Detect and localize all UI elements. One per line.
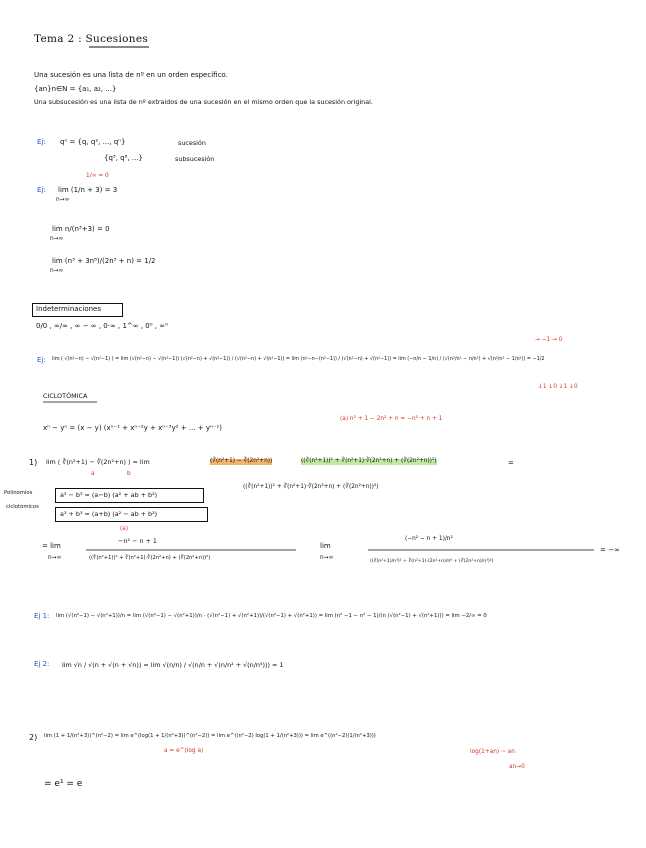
- intro-line-2: {an}n∈N = {a₁, a₂, ...}: [34, 85, 117, 93]
- exercise-1-start: lim ( ∛(n²+1) − ∛(2n²+n) ) = lim: [46, 458, 150, 466]
- intro-line-1: Una sucesión es una lista de nº en un orden específico.: [34, 71, 228, 79]
- ej1-expression: lim (√(n²−1) − √(n²+1))/n = lim (√(n²−1) − √(n²+1))/n · (√(n²−1) + √(n²+1))/(√(n²−1) + √(n²+1)) = lim (n² −1 − n² − 1)/(n (√(n²−1) + √(n²+1))) = lim −2/∞ = 0: [56, 613, 487, 619]
- ej2-expression: lim √n / √(n + √(n + √n)) = lim √(n/n) / √(n/n + √(n/n² + √(n/n⁴))) = 1: [62, 661, 284, 669]
- exercise-number: 2): [29, 733, 38, 742]
- exercise-number: 1): [29, 458, 38, 467]
- red-annotation: ↓1 ↓0 ↓1 ↓0: [538, 384, 578, 390]
- label-b: b: [127, 471, 131, 477]
- highlight-sum-squares: ((∛(n²+1))² + ∛(n²+1)·∛(2n²+n) + (∛(2n²+n))²): [301, 458, 437, 464]
- root-expression: lim ( √(n²−n) − √(n²−1) ) = lim (√(n²−n) − √(n²−1)) (√(n²−n) + √(n²−1)) / (√(n²−n) + √(n²−1)) = lim (n²−n−(n²−1)) / (√(n²−n) + √(n²−1)) = lim (−n/n − 1/n) / (√(n²/n² − n/n²) + √(n²/n² − 1/n²)) = −1/2: [52, 356, 545, 362]
- red-annotation: (a) n² + 1 − 2n² + n = −n² + n + 1: [340, 416, 443, 422]
- red-annotation: a = e^(log a): [164, 748, 204, 754]
- seq-sucesion-note: sucesión: [178, 139, 206, 147]
- limit-sub: n→∞: [48, 555, 62, 561]
- exercise-2-expression: lim (1 + 1/(n²+3))^(n²−2) = lim e^(log(1 + 1/(n²+3))^(n²−2)) = lim e^((n²−2) log(1 + 1/(n²+3))) = lim e^((n²−2)(1/(n²+3))): [44, 733, 376, 739]
- line2-eq: = lim: [42, 542, 61, 550]
- red-annotation: an→0: [509, 764, 525, 770]
- ciclotomica-heading: CICLOTÓMICA: [43, 392, 88, 400]
- ciclotomica-formula: xⁿ − yⁿ = (x − y) (xⁿ⁻¹ + xⁿ⁻²y + xⁿ⁻³y² + ... + yⁿ⁻¹): [43, 424, 223, 432]
- red-annotation: (a): [120, 526, 129, 532]
- line2-result: = −∞: [600, 546, 620, 554]
- example-label: Ej 1:: [34, 612, 50, 620]
- label-a: a: [91, 471, 95, 477]
- line2-lim2: lim: [320, 542, 331, 550]
- seq-subsucesion-note: subsucesión: [175, 155, 215, 163]
- example-label: Ej 2:: [34, 660, 50, 668]
- line2-numerator: −n² − n + 1: [118, 537, 157, 545]
- line2-denominator-2: ((∛(n²+1)/n³)² + ∛(n²+1)·(2n²+n)/n⁶ + (∛(2n²+n)/n³)²): [370, 559, 494, 564]
- side-label-polinomios: Polinomios: [4, 490, 33, 496]
- limit-sub: n→∞: [56, 197, 70, 203]
- red-annotation: → −1 → 0: [535, 337, 563, 343]
- example-label: Ej:: [37, 356, 46, 364]
- example-label: Ej:: [37, 186, 46, 194]
- red-annotation: 1/∞ = 0: [86, 173, 109, 179]
- formula-difference-cubes: a³ − b³ = (a−b) (a² + ab + b²): [60, 491, 158, 499]
- red-annotation: log(1+an) ~ an: [470, 749, 515, 755]
- example-label: Ej:: [37, 138, 46, 146]
- line2-numerator-2: (−n² − n + 1)/n²: [405, 536, 453, 542]
- line2-denominator: ((∛(n²+1))² + ∛(n²+1)·∛(2n²+n) + (∛(2n²+n))²): [89, 555, 211, 561]
- intro-line-3: Una subsucesión es una lista de nº extraidos de una sucesión en el mismo orden que la sucesión original.: [34, 98, 373, 106]
- side-label-ciclotomicos: ciclotómicos: [6, 504, 39, 510]
- equals-sign: =: [508, 459, 514, 467]
- limit-1: lim (1/n + 3) = 3: [58, 186, 118, 194]
- indeterminaciones-list: 0/0 , ∞/∞ , ∞ − ∞ , 0·∞ , 1^∞ , 0⁰ , ∞⁰: [36, 322, 168, 330]
- limit-2: lim n/(n³+3) = 0: [52, 225, 110, 233]
- seq-subsucesion: {q³, q⁶, ...}: [104, 154, 143, 162]
- formula-sum-cubes: a³ + b³ = (a+b) (a² − ab + b²): [60, 510, 158, 518]
- limit-sub: n→∞: [320, 555, 334, 561]
- seq-sucesion: qⁿ = {q, q², ..., qⁿ}: [60, 138, 126, 146]
- indeterminaciones-heading: Indeterminaciones: [36, 305, 102, 313]
- highlight-difference: (∛(n²+1) − ∛(2n²+n)): [210, 458, 273, 464]
- exercise-2-final: = e¹ = e: [44, 779, 83, 789]
- page-title: Tema 2 : Sucesiones: [34, 33, 149, 45]
- limit-sub: n→∞: [50, 236, 64, 242]
- limit-sub: n→∞: [50, 268, 64, 274]
- exercise-1-denominator: ((∛(n²+1))² + ∛(n²+1)·∛(2n²+n) + (∛(2n²+n))²): [243, 484, 379, 490]
- limit-3: lim (n³ + 3n⁸)/(2n³ + n) = 1/2: [52, 257, 156, 265]
